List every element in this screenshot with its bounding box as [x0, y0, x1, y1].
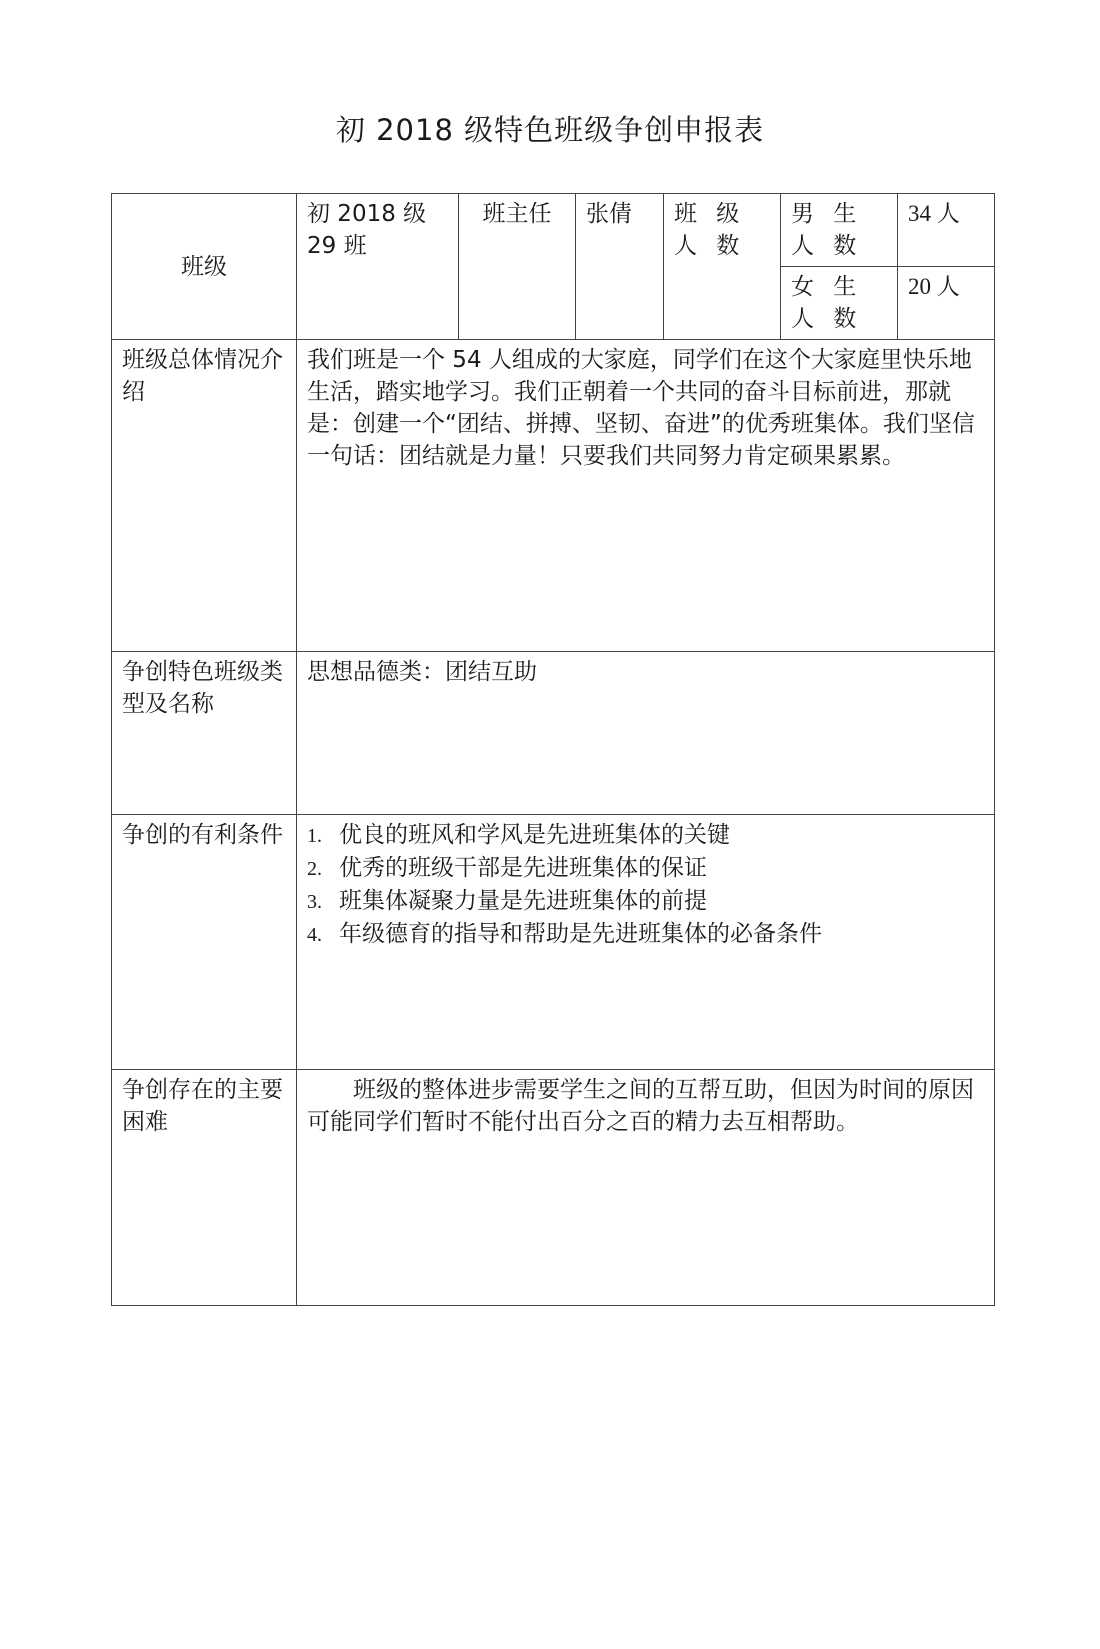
- class-label: 班级: [112, 194, 297, 340]
- list-item-number: 2.: [307, 858, 322, 880]
- page-title: 初 2018 级特色班级争创申报表: [335, 113, 765, 147]
- overview-text: 我们班是一个 54 人组成的大家庭，同学们在这个大家庭里快乐地生活，踏实地学习。我们正朝着一个共同的奋斗目标前进，那就是：创建一个“团结、拼搏、坚韧、奋进”的优秀班集体。我们坚信一句话：团结就是力量！只要我们共同努力肯定硕果累累。: [297, 340, 995, 652]
- conditions-cell: [297, 815, 995, 1070]
- class-value: 初 2018 级 29 班: [297, 194, 459, 340]
- difficulties-text: 班级的整体进步需要学生之间的互帮互助，但因为时间的原因可能同学们暂时不能付出百分之百的精力去互相帮助。: [297, 1070, 995, 1306]
- list-item-text: 班集体凝聚力量是先进班集体的前提: [339, 888, 707, 914]
- list-item: [307, 885, 984, 918]
- boys-count-value: 34 人: [898, 194, 995, 267]
- conditions-label: 争创的有利条件: [112, 815, 297, 1070]
- list-item-text: 优秀的班级干部是先进班集体的保证: [339, 855, 707, 881]
- conditions-list: [307, 819, 984, 951]
- application-form-table: [111, 193, 995, 1306]
- boys-count-label: 男 生 人 数: [781, 194, 898, 267]
- list-item-number: 1.: [307, 825, 322, 847]
- girls-count-label: 女 生 人 数: [781, 267, 898, 340]
- list-item-text: 年级德育的指导和帮助是先进班集体的必备条件: [339, 921, 822, 947]
- type-name-label: 争创特色班级类型及名称: [112, 652, 297, 815]
- list-item: [307, 918, 984, 951]
- list-item-text: 优良的班风和学风是先进班集体的关键: [339, 822, 730, 848]
- list-item-number: 4.: [307, 924, 322, 946]
- list-item: [307, 819, 984, 852]
- list-item: [307, 852, 984, 885]
- teacher-label: 班主任: [459, 194, 576, 340]
- class-count-label: 班 级 人 数: [664, 194, 781, 340]
- overview-label: 班级总体情况介绍: [112, 340, 297, 652]
- teacher-value: 张倩: [576, 194, 664, 340]
- list-item-number: 3.: [307, 891, 322, 913]
- difficulties-label: 争创存在的主要困难: [112, 1070, 297, 1306]
- girls-count-value: 20 人: [898, 267, 995, 340]
- type-name-text: 思想品德类：团结互助: [297, 652, 995, 815]
